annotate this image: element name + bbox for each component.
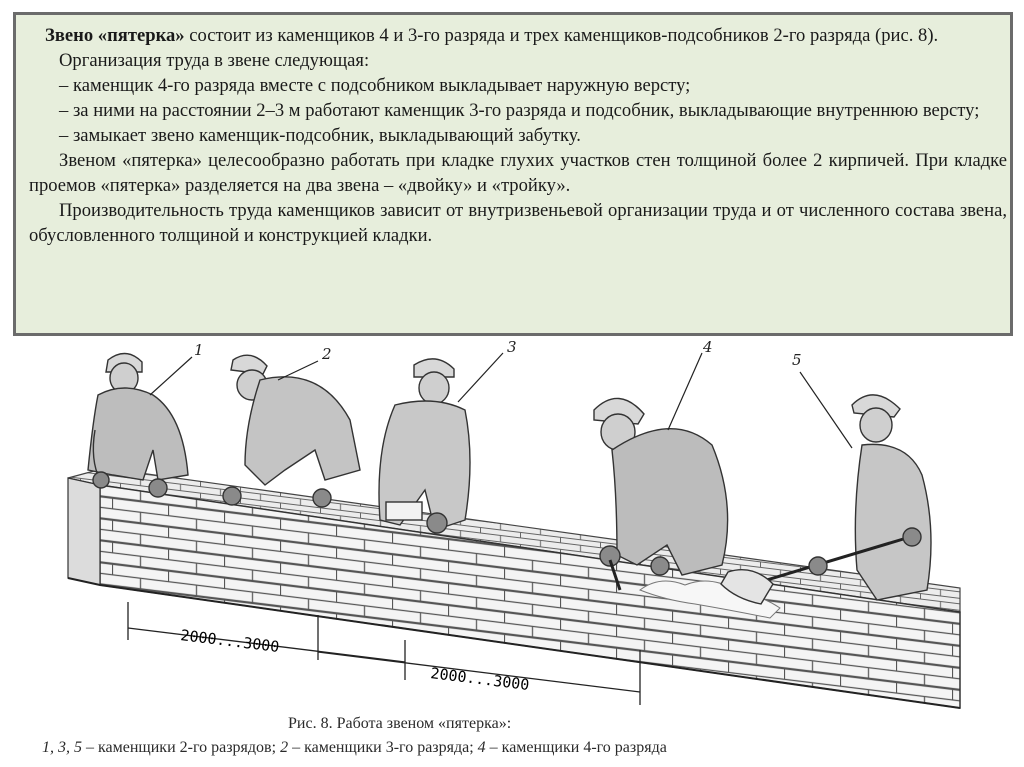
paragraph-3: – каменщик 4-го разряда вместе с подсобником выкладывает наружную версту; (59, 75, 691, 96)
label-5: 5 (792, 351, 802, 369)
legend-text-2: – каменщики 3-го разряда; (288, 739, 478, 756)
paragraph-1 (29, 23, 1007, 48)
legend-text-1: – каменщики 2-го разрядов; (82, 739, 281, 756)
paragraph-2: Организация труда в звене следующая: (59, 50, 370, 71)
label-2: 2 (322, 345, 332, 363)
worker-2 (223, 355, 360, 507)
worker-4 (594, 398, 728, 590)
masons-illustration (0, 330, 1024, 720)
dimension-2-label: 2000...3000 (429, 664, 531, 695)
label-3: 3 (507, 338, 517, 356)
label-1: 1 (194, 341, 204, 359)
text-panel (13, 12, 1013, 336)
paragraph-7: Производительность труда каменщиков зависит от внутризвеньевой организации труда и от численного состава звена, обусловленного толщиной и конструкцией кладки. (29, 200, 1007, 246)
legend-num-3: 4 (477, 739, 486, 756)
legend-text-3: – каменщики 4-го разряда (485, 739, 667, 756)
paragraph-5: – замыкает звено каменщик-подсобник, выкладывающий забутку. (59, 125, 581, 146)
dimension-1-label: 2000...3000 (179, 626, 281, 657)
paragraph-4: – за ними на расстоянии 2–3 м работают каменщик 3-го разряда и подсобник, выкладывающие внутреннюю версту; (59, 100, 980, 121)
figure-caption-legend (42, 739, 667, 757)
term-pyaterka: Звено «пятерка» (45, 25, 185, 46)
legend-num-1: 1, 3, 5 (42, 739, 82, 756)
label-4: 4 (703, 338, 713, 356)
paragraph-1-text: состоит из каменщиков 4 и 3-го разряда и трех каменщиков-подсобников 2-го разряда (рис. 8). (184, 25, 939, 46)
paragraph-6: Звеном «пятерка» целесообразно работать при кладке глухих участков стен толщиной более 2 кирпичей. При кладке проемов «пятерка» разделяется на два звена – «двойку» и «тройку». (29, 150, 1007, 196)
worker-3 (379, 359, 470, 533)
legend-num-2: 2 (280, 739, 289, 756)
brick-wall (68, 468, 960, 708)
figure-caption-title: Рис. 8. Работа звеном «пятерка»: (288, 715, 512, 732)
